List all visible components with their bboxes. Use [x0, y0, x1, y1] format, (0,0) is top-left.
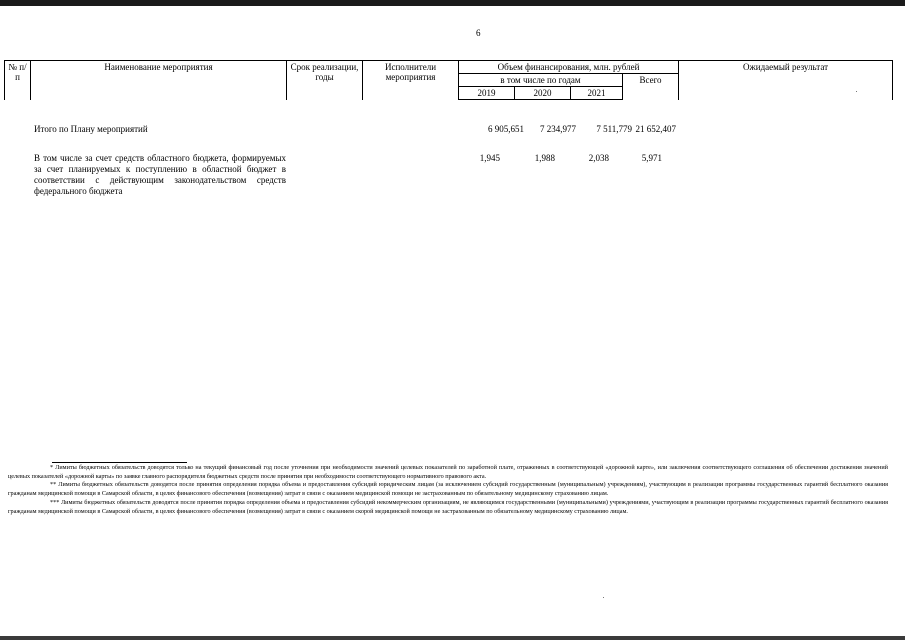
- scan-bottom-border: [0, 636, 905, 640]
- footnote-2: ** Лимиты бюджетных обязательств доводятся после принятия определения порядка объема и предоставления субсидий юридическим лицам (за исключением субсидий государственным (муниципальным) учреждениям), участвующим в реализации программы государственных гарантий бесплатного оказания гражданам медицинской помощи в Самарской области, в целях финансового обеспечения (возмещения) затрат в связи с оказанием медицинской помощи не застрахованным по обязательному медицинскому страхованию лицам.: [8, 481, 888, 498]
- row-regional-2019: 1,945: [479, 153, 500, 163]
- header-term: Срок реализации, годы: [287, 61, 363, 100]
- page-number: 6: [476, 28, 481, 38]
- row-regional-name: В том числе за счет средств областного бюджета, формируемых за счет планируемых к поступлению в областной бюджет в соответствии с действующим законодательством средств федерального бюджета: [34, 153, 286, 196]
- scan-top-border: [0, 0, 905, 6]
- row-total-name: Итого по Плану мероприятий: [34, 124, 148, 134]
- table-header: [4, 60, 893, 100]
- row-regional-2020: 1,988: [534, 153, 555, 163]
- footnote-separator: [52, 462, 187, 463]
- header-funding: Объем финансирования, млн. рублей: [459, 61, 679, 74]
- header-year-2021: 2021: [571, 87, 623, 100]
- header-result: Ожидаемый результат: [679, 61, 893, 100]
- header-num: № п/п: [5, 61, 31, 100]
- header-name: Наименование мероприятия: [31, 61, 287, 100]
- scan-speck: [603, 597, 604, 598]
- row-total-2021: 7 511,779: [596, 124, 632, 134]
- footnote-3: *** Лимиты бюджетных обязательств доводятся после принятия порядка определения объема и предоставления субсидий некоммерческим организациям, не являющимся государственными (муниципальными) учреждениями, участвующим в реализации программы государственных гарантий бесплатного оказания гражданам медицинской помощи в Самарской области, в целях финансового обеспечения (возмещения) затрат в связи с оказанием скорой медицинской помощи не застрахованным по обязательному медицинскому страхованию лицам.: [8, 498, 888, 515]
- header-year-2020: 2020: [515, 87, 571, 100]
- header-total: Всего: [623, 74, 679, 100]
- footnote-1: * Лимиты бюджетных обязательств доводятся только на текущий финансовый год после уточнения при необходимости значений целевых показателей по заработной плате, отраженных в соответствующей «дорожной карте», или заключения соответствующего соглашения об обеспечении достижения значений целевых показателей «дорожной карты» по заявке главного распорядителя бюджетных средств после принятия при необходимости соответствующего нормативного правового акта.: [8, 464, 888, 480]
- row-total-2020: 7 234,977: [540, 124, 576, 134]
- row-regional-2021: 2,038: [588, 153, 609, 163]
- row-total-2019: 6 905,651: [488, 124, 524, 134]
- header-year-2019: 2019: [459, 87, 515, 100]
- row-total-sum: 21 652,407: [635, 124, 676, 134]
- header-by-years: в том числе по годам: [459, 74, 623, 87]
- header-executors: Исполнители мероприятия: [363, 61, 459, 100]
- row-regional-sum: 5,971: [641, 153, 662, 163]
- scan-speck: [856, 91, 857, 92]
- footnotes: [8, 464, 888, 516]
